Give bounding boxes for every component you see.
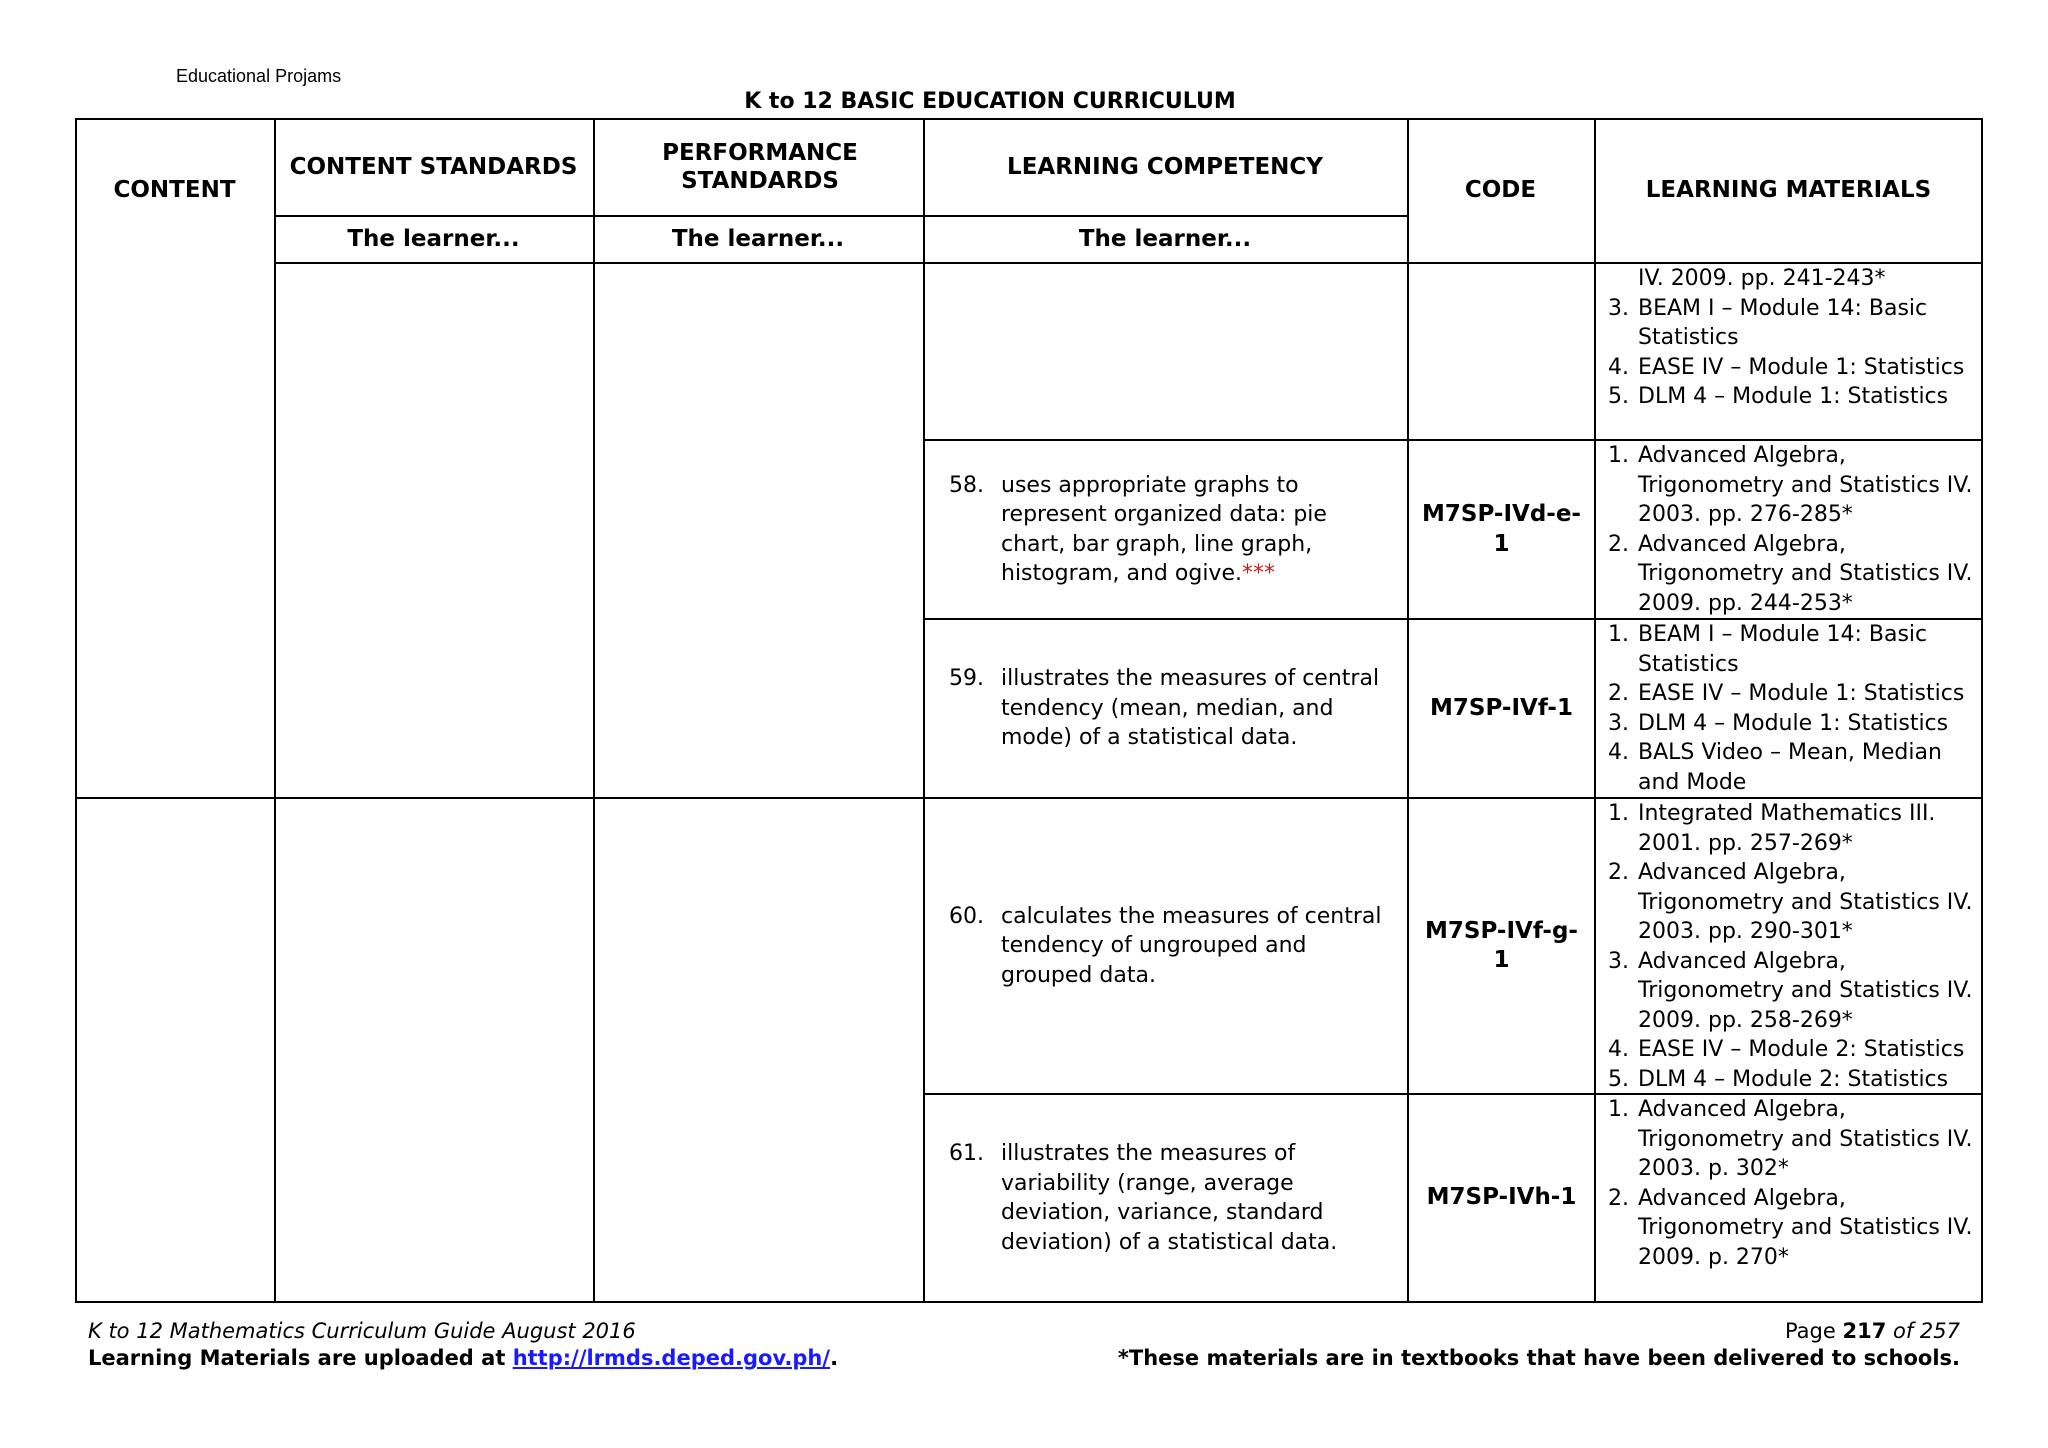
- upload-note: Learning Materials are uploaded at http://lrmds.deped.gov.ph/.: [88, 1346, 839, 1370]
- list-item: 4. BALS Video – Mean, Median and Mode: [1608, 740, 1942, 795]
- learner-label-cs: The learner...: [347, 225, 520, 252]
- materials-58: [1596, 441, 1981, 618]
- list-item: 4. EASE IV – Module 2: Statistics: [1608, 1037, 1965, 1062]
- competency-61: [925, 1095, 1407, 1301]
- page-number: Page 217 of 257: [1784, 1319, 1960, 1343]
- learner-label-ps: The learner...: [671, 225, 845, 252]
- code-59: M7SP-IVf-1: [1430, 694, 1573, 721]
- learner-label-lc: The learner...: [1078, 225, 1252, 252]
- header-learning-competency: LEARNING COMPETENCY: [1007, 153, 1323, 180]
- competency-text: calculates the measures of central tendency of ungrouped and grouped data.: [1001, 903, 1382, 988]
- code-58: M7SP-IVd-e-1: [1422, 501, 1581, 557]
- textbook-note: *These materials are in textbooks that have been delivered to schools.: [1117, 1346, 1960, 1370]
- curriculum-table: [75, 118, 1983, 1303]
- list-item: 1. Integrated Mathematics III. 2001. pp. 257-269*: [1608, 801, 1936, 856]
- header-learning-materials: LEARNING MATERIALS: [1645, 177, 1932, 203]
- list-item: 2. Advanced Algebra, Trigonometry and Statistics IV. 2003. pp. 290-301*: [1608, 860, 1973, 944]
- document-title: K to 12 BASIC EDUCATION CURRICULUM: [744, 89, 1236, 114]
- materials-cell-continued: [1596, 264, 1981, 412]
- guide-label: K to 12 Mathematics Curriculum Guide August 2016: [88, 1319, 636, 1343]
- list-item: 1. Advanced Algebra, Trigonometry and Statistics IV. 2003. p. 302*: [1608, 1097, 1973, 1181]
- header-content: CONTENT: [113, 177, 236, 203]
- competency-text: illustrates the measures of central tendency (mean, median, and mode) of a statistical data.: [1001, 666, 1380, 751]
- header-note: Educational Projams: [176, 66, 342, 86]
- code-60: M7SP-IVf-g-1: [1425, 917, 1578, 973]
- materials-59: [1596, 620, 1981, 797]
- list-item: 5. DLM 4 – Module 1: Statistics: [1608, 384, 1949, 409]
- competency-number: 58.: [949, 472, 984, 498]
- footer-right: [1118, 1318, 1960, 1372]
- list-item: 5. DLM 4 – Module 2: Statistics: [1608, 1066, 1949, 1092]
- competency-text: illustrates the measures of variability (range, average deviation, variance, standard deviation) of a statistical data.: [1001, 1141, 1338, 1255]
- competency-number: 61.: [949, 1141, 984, 1166]
- materials-60: [1596, 799, 1981, 1094]
- priority-stars: ***: [1241, 561, 1275, 586]
- competency-58: [925, 441, 1407, 618]
- header-content-standards: CONTENT STANDARDS: [289, 153, 578, 180]
- competency-60: [925, 799, 1407, 1093]
- competency-number: 60.: [949, 903, 984, 929]
- header-code: CODE: [1464, 177, 1537, 203]
- list-item: 2. EASE IV – Module 1: Statistics: [1608, 681, 1965, 706]
- list-item: 3. Advanced Algebra, Trigonometry and Statistics IV. 2009. pp. 258-269*: [1608, 948, 1973, 1033]
- code-61: M7SP-IVh-1: [1426, 1184, 1577, 1211]
- list-item: 2. Advanced Algebra, Trigonometry and Statistics IV. 2009. pp. 244-253*: [1608, 531, 1973, 616]
- list-item: IV. 2009. pp. 241-243*: [1638, 266, 1886, 291]
- header-performance-standards: PERFORMANCE STANDARDS: [662, 139, 858, 194]
- materials-61: [1596, 1095, 1981, 1272]
- competency-number: 59.: [949, 666, 984, 692]
- lrmds-link[interactable]: http://lrmds.deped.gov.ph/: [512, 1346, 831, 1370]
- list-item: 1. BEAM I – Module 14: Basic Statistics: [1608, 622, 1928, 677]
- competency-59: [925, 620, 1407, 797]
- list-item: 3. DLM 4 – Module 1: Statistics: [1608, 710, 1949, 736]
- list-item: 3. BEAM I – Module 14: Basic Statistics: [1608, 295, 1928, 350]
- footer-left: [88, 1318, 838, 1372]
- list-item: 1. Advanced Algebra, Trigonometry and Statistics IV. 2003. pp. 276-285*: [1608, 443, 1973, 527]
- competency-text: uses appropriate graphs to represent organized data: pie chart, bar graph, line graph, histogram, and ogive.***: [1001, 472, 1327, 586]
- list-item: 2. Advanced Algebra, Trigonometry and Statistics IV. 2009. p. 270*: [1608, 1185, 1973, 1270]
- list-item: 4. EASE IV – Module 1: Statistics: [1608, 354, 1965, 380]
